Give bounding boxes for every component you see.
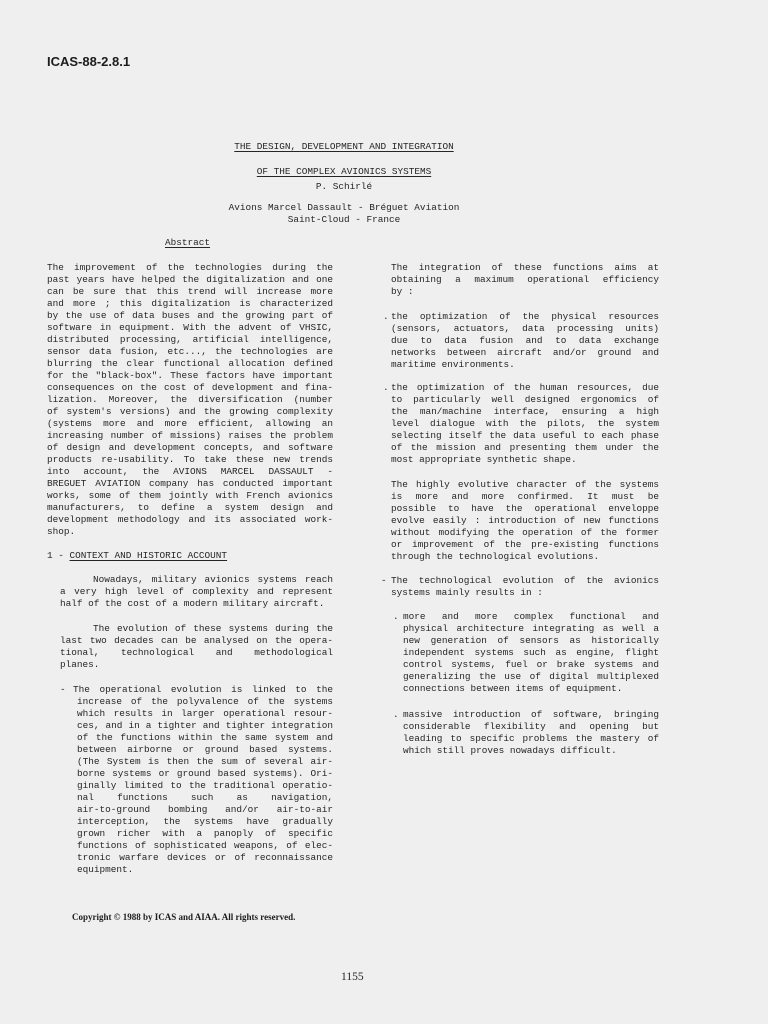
text-line: of design and development concepts, and software: [47, 442, 333, 453]
text-line: products re-usability. To take these new trends: [47, 454, 333, 465]
text-line: The technological evolution of the avionics: [391, 575, 659, 586]
text-line: (sensors, actuators, data processing units): [391, 323, 659, 334]
text-line: BREGUET AVIATION company has conducted important: [47, 478, 333, 489]
text-line: Nowadays, military avionics systems reach: [93, 574, 333, 585]
text-line: a very high level of complexity and represent: [60, 586, 333, 597]
author-location: Saint-Cloud - France: [287, 214, 401, 225]
text-line: systems mainly results in :: [391, 587, 543, 598]
text-line: control systems, fuel or brake systems and: [403, 659, 659, 670]
text-line: considerable flexibility and opening but: [403, 721, 659, 732]
text-line: half of the cost of a modern military aircraft.: [60, 598, 325, 609]
bullet-marker: .: [393, 611, 399, 622]
text-line: new generation of sensors as historically: [403, 635, 659, 646]
text-line: manufacturers, to define a system design and: [47, 502, 333, 513]
text-line: past years have helped the digitalization and one: [47, 274, 333, 285]
paragraph: [60, 574, 333, 610]
text-line: without modifying the operation of the former: [391, 527, 659, 538]
text-line: maritime environments.: [391, 359, 515, 370]
text-line: The improvement of the technologies during the: [47, 262, 333, 273]
text-line: physical architecture integrating as well a: [403, 623, 659, 634]
text-line: equipment.: [77, 864, 134, 875]
text-line: most appropriate synthetic shape.: [391, 454, 577, 465]
text-line: leading to specific problems the mastery of: [403, 733, 659, 744]
text-line: which results in larger operational resour-: [77, 708, 333, 719]
bullet-item: [403, 709, 659, 757]
bullet-marker: .: [393, 709, 399, 720]
text-line: The integration of these functions aims at: [391, 262, 659, 273]
text-line: independent systems such as engine, flight: [403, 647, 659, 658]
section-title: CONTEXT AND HISTORIC ACCOUNT: [69, 550, 228, 561]
text-line: which still proves nowadays difficult.: [403, 745, 617, 756]
text-line: evolve easily : introduction of new functions: [391, 515, 659, 526]
text-line: of the functions within the same system and: [77, 732, 333, 743]
text-line: or improvement of the pre-existing functions: [391, 539, 659, 550]
text-line: (systems more and more efficient, allowing an: [47, 418, 333, 429]
text-line: grown richer with a panoply of specific: [77, 828, 333, 839]
text-line: of the mission and presenting them under the: [391, 442, 659, 453]
text-line: through the technological evolutions.: [391, 551, 600, 562]
text-line: tional, technological and methodological: [60, 647, 333, 658]
page-number: 1155: [341, 971, 364, 983]
text-line: nal functions such as navigation,: [77, 792, 333, 803]
text-line: distributed processing, artificial intelligence,: [47, 334, 333, 345]
section-number: 1 -: [47, 550, 64, 561]
text-line: last two decades can be analysed on the opera-: [60, 635, 333, 646]
list-marker: -: [381, 575, 387, 586]
text-line: functions of sophisticated weapons, of elec-: [77, 840, 333, 851]
text-line: and more ; this digitalization is characterized: [47, 298, 333, 309]
section-heading: [47, 550, 227, 562]
text-line: air-to-ground bombing and/or air-to-air: [77, 804, 333, 815]
text-line: increase of the polyvalence of the systems: [77, 696, 333, 707]
text-line: (The System is then the sum of several air-: [77, 756, 333, 767]
text-line: The highly evolutive character of the systems: [391, 479, 659, 490]
text-line: can be sure that this trend will increase more: [47, 286, 333, 297]
text-line: ginally limited to the traditional operatio-: [77, 780, 333, 791]
abstract-heading: Abstract: [165, 237, 211, 248]
text-line: selecting itself the data useful to each phase: [391, 430, 659, 441]
author-name: P. Schirlé: [315, 181, 373, 192]
text-line: consequences on the cost of development and fina-: [47, 382, 333, 393]
text-line: software in equipment. With the advent of VHSIC,: [47, 322, 333, 333]
paragraph: [60, 623, 333, 671]
text-line: by the use of data buses and the growing part of: [47, 310, 333, 321]
text-line: tronic warfare devices or of reconnaissance: [77, 852, 333, 863]
bullet-marker: .: [383, 311, 389, 322]
text-line: more and more complex functional and: [403, 611, 659, 622]
text-line: shop.: [47, 526, 76, 537]
title-line: OF THE COMPLEX AVIONICS SYSTEMS: [256, 166, 432, 177]
text-line: possible to have the operational enveloppe: [391, 503, 659, 514]
text-line: The operational evolution is linked to the: [73, 684, 333, 695]
bullet-item: [391, 311, 659, 371]
text-line: increasing number of missions) raises the problem: [47, 430, 333, 441]
text-line: blurring the clear functional allocation defined: [47, 358, 333, 369]
paper-id: ICAS-88-2.8.1: [47, 54, 131, 69]
text-line: works, some of them jointly with French avionics: [47, 490, 333, 501]
text-line: connections between items of equipment.: [403, 683, 623, 694]
paragraph: [391, 262, 659, 298]
text-line: between airborne or ground based systems.: [77, 744, 333, 755]
text-line: sensor data fusion, etc..., the technologies are: [47, 346, 333, 357]
text-line: the optimization of the physical resources: [391, 311, 659, 322]
text-line: into account, the AVIONS MARCEL DASSAULT -: [47, 466, 333, 477]
text-line: obtaining a maximum operational efficiency: [391, 274, 659, 285]
text-line: of system's versions) and the growing complexity: [47, 406, 333, 417]
text-line: to particularly well designed ergonomics of: [391, 394, 659, 405]
list-item: [391, 575, 659, 599]
list-item: [73, 684, 333, 876]
bullet-item: [391, 382, 659, 466]
text-line: the man/machine interface, ensuring a high: [391, 406, 659, 417]
copyright-notice: Copyright © 1988 by ICAS and AIAA. All rights reserved.: [72, 912, 296, 922]
text-line: generalizing the use of digital multiplexed: [403, 671, 659, 682]
abstract-body: [47, 262, 333, 538]
text-line: by :: [391, 286, 414, 297]
text-line: due to data fusion and to data exchange: [391, 335, 659, 346]
text-line: networks between aircraft and/or ground and: [391, 347, 659, 358]
title-line: THE DESIGN, DEVELOPMENT AND INTEGRATION: [234, 141, 454, 152]
list-marker: -: [60, 684, 66, 695]
text-line: planes.: [60, 659, 100, 670]
paragraph: [391, 479, 659, 563]
text-line: interception, the systems have gradually: [77, 816, 333, 827]
text-line: The evolution of these systems during the: [93, 623, 333, 634]
text-line: the optimization of the human resources, due: [391, 382, 659, 393]
text-line: for the "black-box". These factors have important: [47, 370, 333, 381]
text-line: lization. Moreover, the diversification (number: [47, 394, 333, 405]
text-line: level dialogue with the pilots, the system: [391, 418, 659, 429]
text-line: is more and more confirmed. It must be: [391, 491, 659, 502]
text-line: ces, and in a tighter and tighter integration: [77, 720, 333, 731]
text-line: massive introduction of software, bringing: [403, 709, 659, 720]
text-line: borne systems or ground based systems). Ori-: [77, 768, 333, 779]
text-line: development methodology and its associated work-: [47, 514, 333, 525]
bullet-marker: .: [383, 382, 389, 393]
author-affiliation: Avions Marcel Dassault - Bréguet Aviation: [228, 202, 460, 213]
bullet-item: [403, 611, 659, 695]
